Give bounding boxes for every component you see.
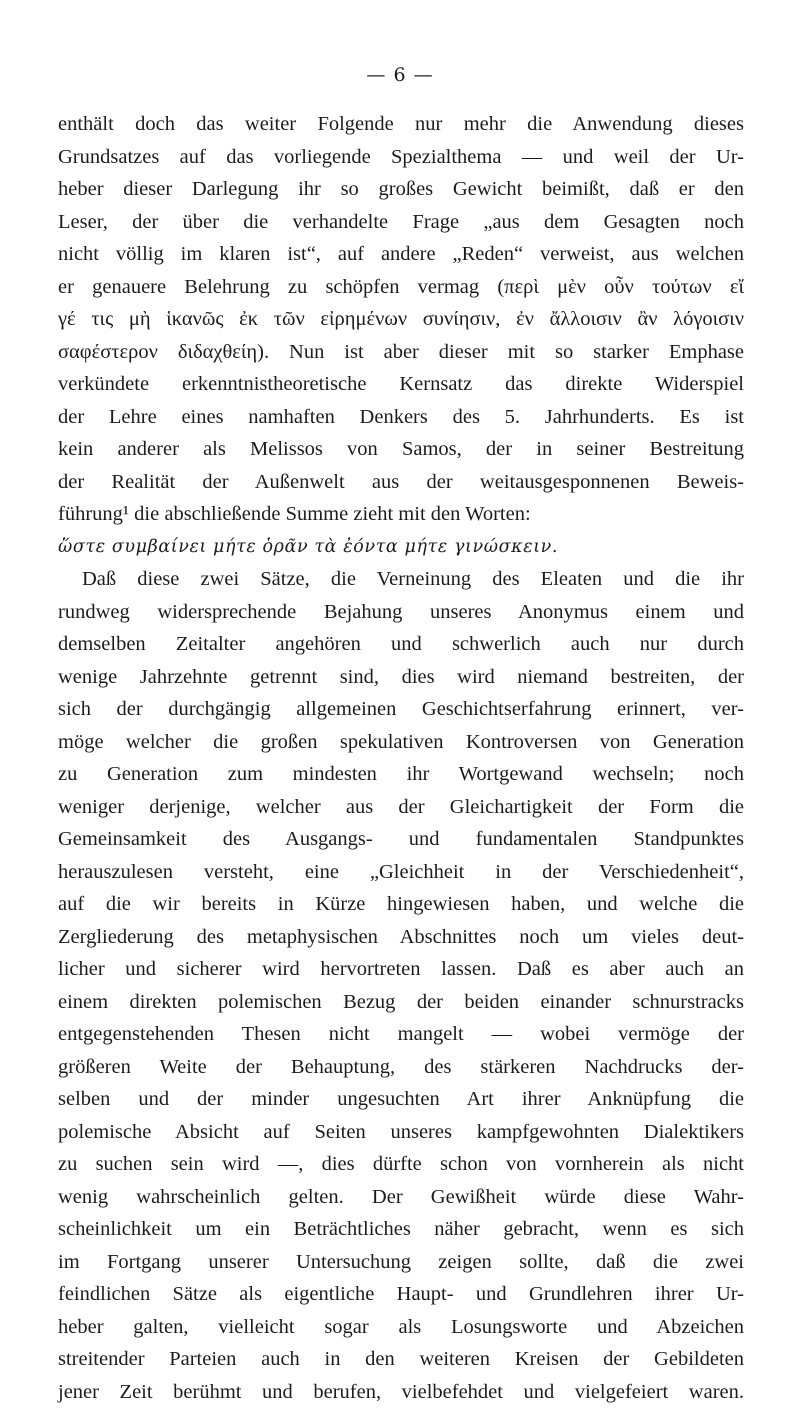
text-line: auf die wir bereits in Kürze hingewiesen haben, und welche die [58, 888, 744, 921]
text-line: der Realität der Außenwelt aus der weitausgesponnenen Beweis- [58, 466, 744, 499]
text-line: im Fortgang unserer Untersuchung zeigen sollte, daß die zwei [58, 1246, 744, 1279]
text-line: γέ τις μὴ ἱκανῶς ἐκ τῶν εἰρημένων συνίησιν, ἐν ἄλλοισιν ἂν λόγοισιν [58, 303, 744, 336]
greek-quote: ὥστε συμβαίνει μήτε ὁρᾶν τὰ ἐόντα μήτε γινώσκειν. [58, 531, 744, 564]
text-line: größeren Weite der Behauptung, des stärkeren Nachdrucks der- [58, 1051, 744, 1084]
text-line: Leser, der über die verhandelte Frage „aus dem Gesagten noch [58, 206, 744, 239]
text-line: führung¹ die abschließende Summe zieht mit den Worten: [58, 498, 744, 531]
text-line: demselben Zeitalter angehören und schwerlich auch nur durch [58, 628, 744, 661]
text-line: jener Zeit berühmt und berufen, vielbefehdet und vielgefeiert waren. [58, 1376, 744, 1408]
page-number: — 6 — [0, 64, 800, 86]
text-line: einem direkten polemischen Bezug der beiden einander schnurstracks [58, 986, 744, 1019]
text-line: Daß diese zwei Sätze, die Verneinung des Eleaten und die ihr [58, 563, 744, 596]
text-line: polemische Absicht auf Seiten unseres kampfgewohnten Dialektikers [58, 1116, 744, 1149]
text-line: er genauere Belehrung zu schöpfen vermag (περὶ μὲν οὖν τούτων εἴ [58, 271, 744, 304]
text-line: weniger derjenige, welcher aus der Gleichartigkeit der Form die [58, 791, 744, 824]
text-line: möge welcher die großen spekulativen Kontroversen von Generation [58, 726, 744, 759]
text-line: streitender Parteien auch in den weiteren Kreisen der Gebildeten [58, 1343, 744, 1376]
text-line: verkündete erkenntnistheoretische Kernsatz das direkte Widerspiel [58, 368, 744, 401]
text-line: zu suchen sein wird —, dies dürfte schon von vornherein als nicht [58, 1148, 744, 1181]
text-line: feindlichen Sätze als eigentliche Haupt- und Grundlehren ihrer Ur- [58, 1278, 744, 1311]
text-line: licher und sicherer wird hervortreten lassen. Daß es aber auch an [58, 953, 744, 986]
text-line: herauszulesen versteht, eine „Gleichheit in der Verschiedenheit“, [58, 856, 744, 889]
text-line: rundweg widersprechende Bejahung unseres Anonymus einem und [58, 596, 744, 629]
text-line: der Lehre eines namhaften Denkers des 5. Jahrhunderts. Es ist [58, 401, 744, 434]
text-line: entgegenstehenden Thesen nicht mangelt — wobei vermöge der [58, 1018, 744, 1051]
text-line: zu Generation zum mindesten ihr Wortgewand wechseln; noch [58, 758, 744, 791]
text-line: σαφέστερον διδαχθείη). Nun ist aber dieser mit so starker Emphase [58, 336, 744, 369]
text-line: Zergliederung des metaphysischen Abschnittes noch um vieles deut- [58, 921, 744, 954]
text-line: heber galten, vielleicht sogar als Losungsworte und Abzeichen [58, 1311, 744, 1344]
text-line: nicht völlig im klaren ist“, auf andere „Reden“ verweist, aus welchen [58, 238, 744, 271]
text-line: wenig wahrscheinlich gelten. Der Gewißheit würde diese Wahr- [58, 1181, 744, 1214]
text-line: sich der durchgängig allgemeinen Geschichtserfahrung erinnert, ver- [58, 693, 744, 726]
text-line: selben und der minder ungesuchten Art ihrer Anknüpfung die [58, 1083, 744, 1116]
body-text [58, 108, 744, 1408]
text-line: Grundsatzes auf das vorliegende Spezialthema — und weil der Ur- [58, 141, 744, 174]
text-line: scheinlichkeit um ein Beträchtliches näher gebracht, wenn es sich [58, 1213, 744, 1246]
text-line: heber dieser Darlegung ihr so großes Gewicht beimißt, daß er den [58, 173, 744, 206]
text-line: enthält doch das weiter Folgende nur mehr die Anwendung dieses [58, 108, 744, 141]
text-line: Gemeinsamkeit des Ausgangs- und fundamentalen Standpunktes [58, 823, 744, 856]
text-line: wenige Jahrzehnte getrennt sind, dies wird niemand bestreiten, der [58, 661, 744, 694]
text-line: kein anderer als Melissos von Samos, der in seiner Bestreitung [58, 433, 744, 466]
